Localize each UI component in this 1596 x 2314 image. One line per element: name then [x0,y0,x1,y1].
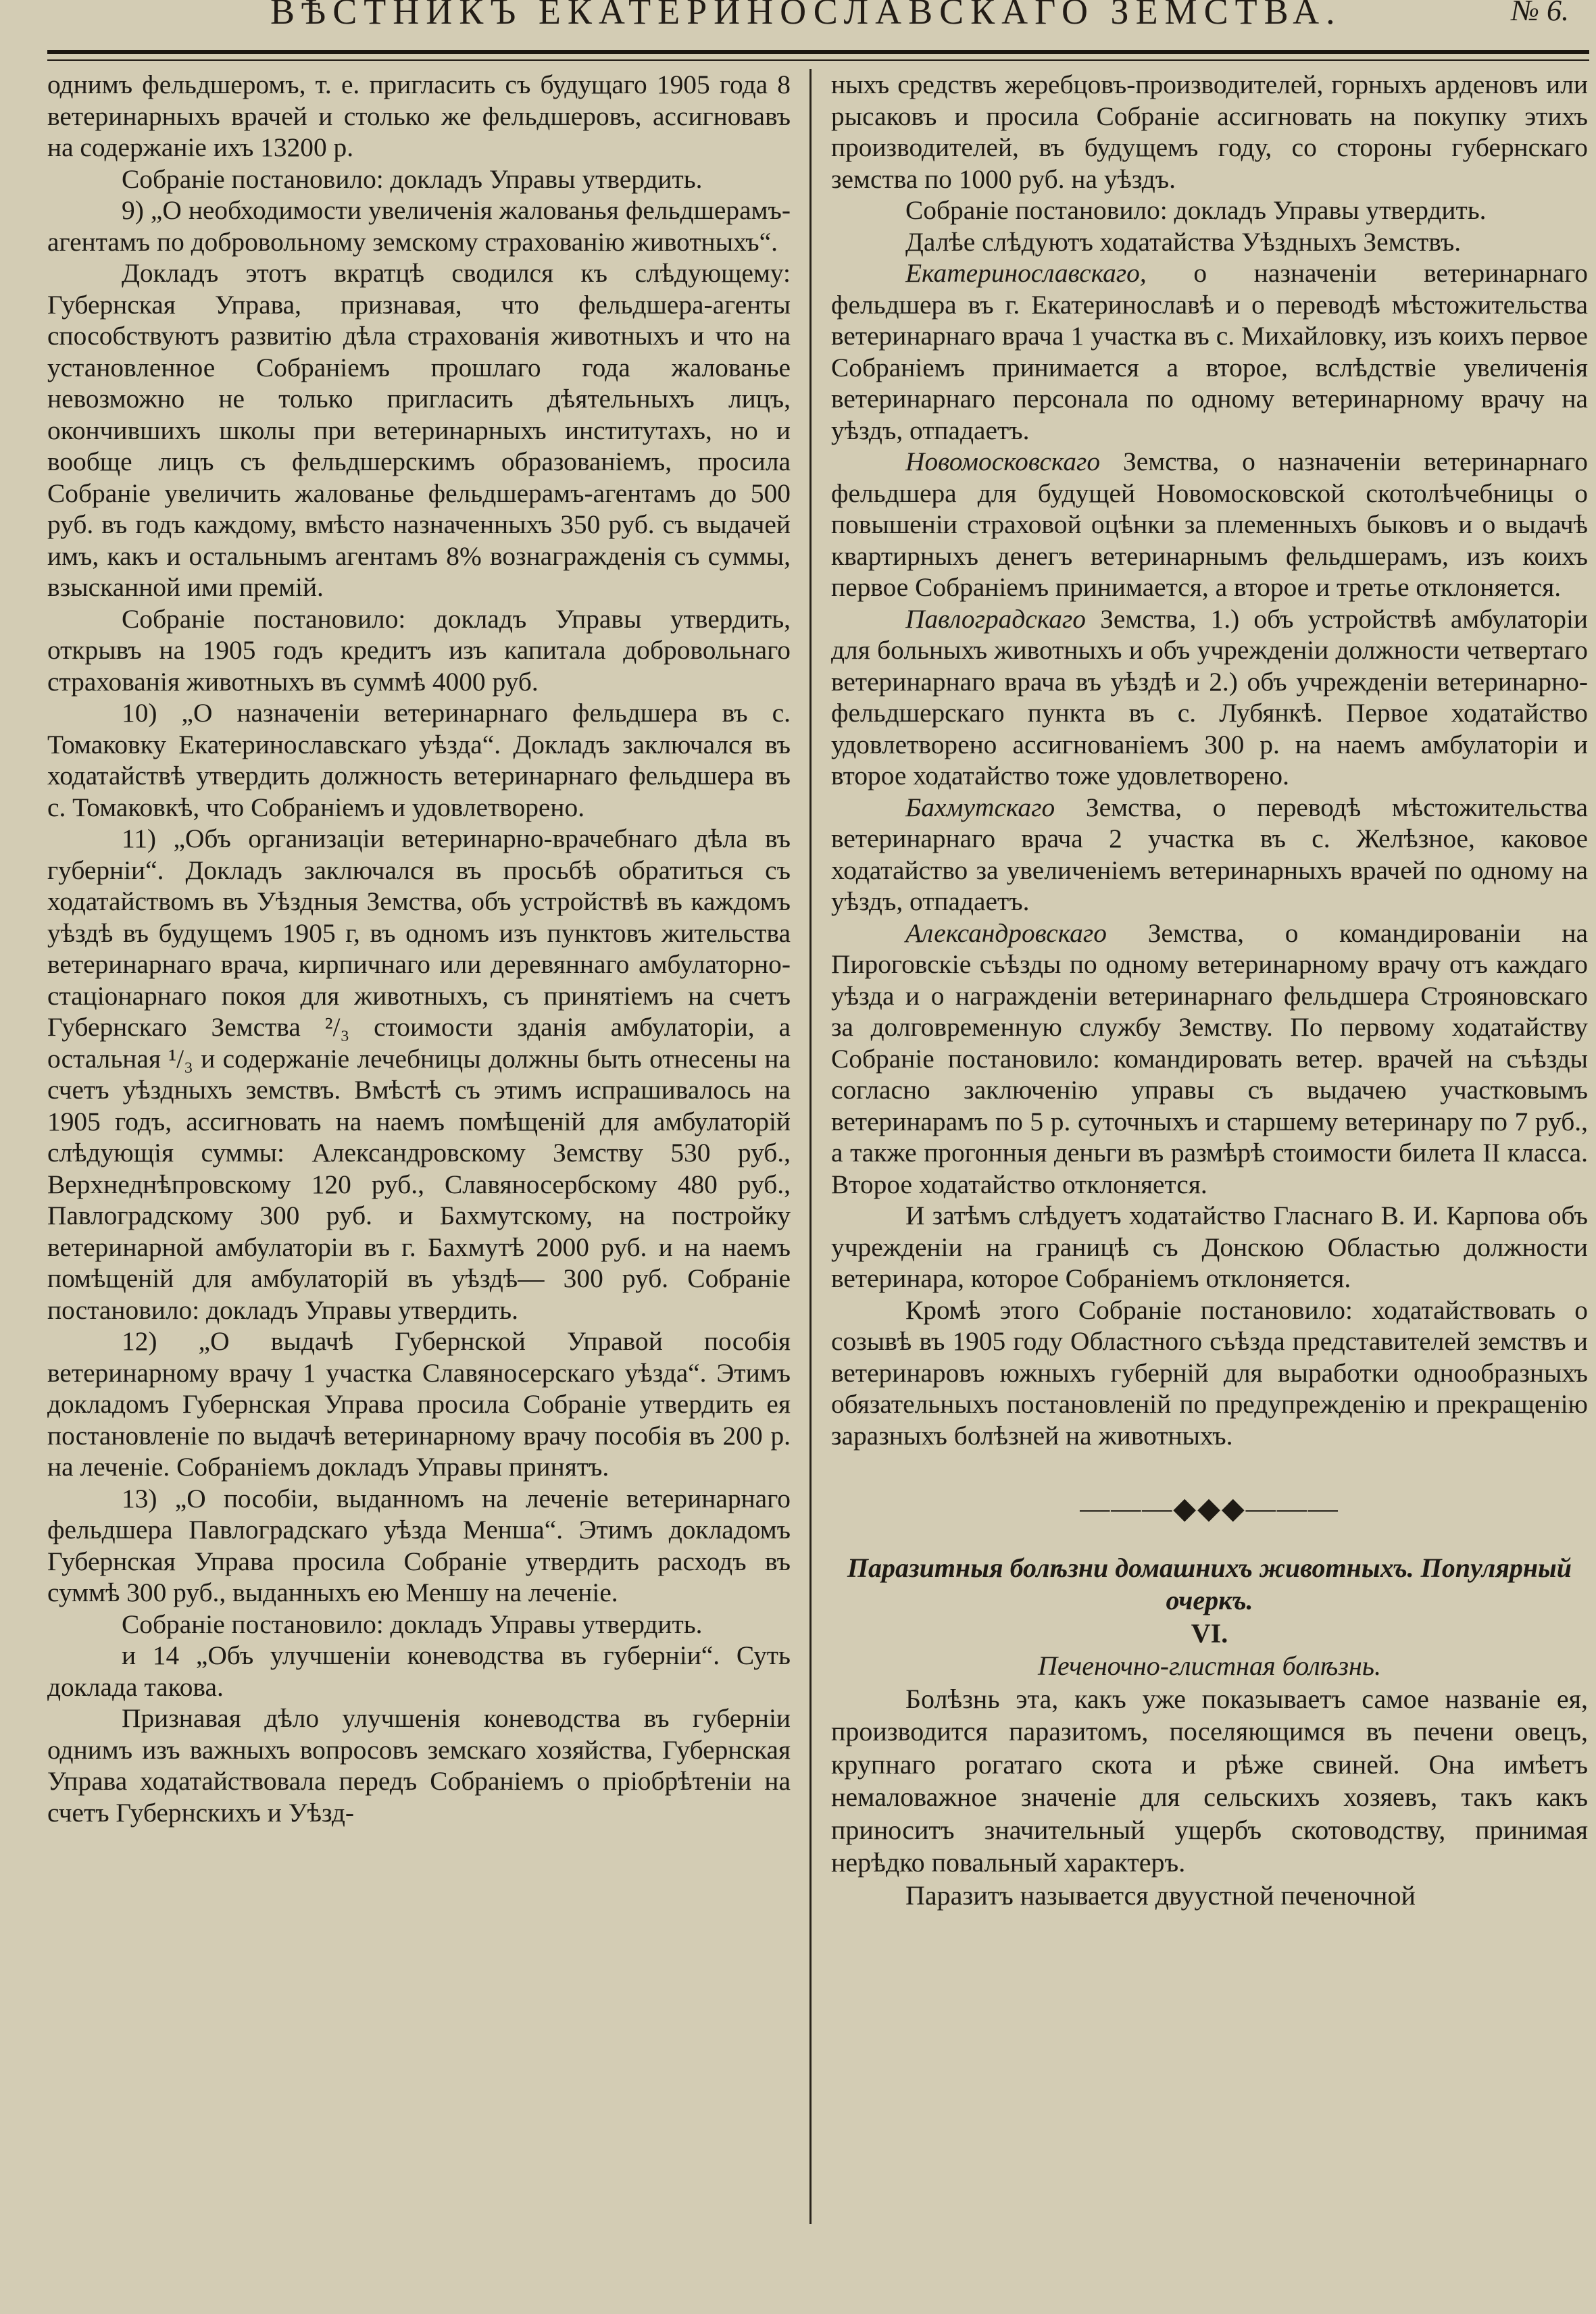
paragraph: Докладъ этотъ вкратцѣ сводился къ слѣдующему: Губернская Управа, признавая, что фельдшера-агенты способствуютъ развитію дѣла страхованія животныхъ и что на установленное Собраніемъ прошлаго года жалованье невозможно не только пригласить дѣятельныхъ лицъ, окончившихъ школы при ветеринарныхъ институтахъ, но и вообще лицъ съ фельдшерскимъ образованіемъ, просила Собраніе увеличить жалованье фельдшерамъ-агентамъ до 500 руб. въ годъ каждому, вмѣсто назначенныхъ 350 руб. съ выдачей имъ, какъ и остальнымъ агентамъ 8% вознагражденія съ суммы, взысканной ими премій. [47,258,791,602]
paragraph: 9) „О необходимости увеличенія жалованья фельдшерамъ-агентамъ по добровольному земскому страхованію животныхъ“. [47,195,791,257]
zemstvo-name: Александровскаго [905,917,1107,948]
paragraph-text: Земства, 1.) объ устройствѣ амбулаторіи для больныхъ животныхъ и объ учрежденіи должности четвертаго ветеринарнаго врача въ уѣздѣ и 2.) объ учрежденіи ветеринарно-фельдшерскаго пункта въ с. Лубянкѣ. Первое ходатайство удовлетворено ассигнованіемъ 300 р. на наемъ амбулаторіи и второе ходатайство тоже удовлетворено. [831,603,1588,790]
paragraph: 11) „Объ организаціи ветеринарно-врачебнаго дѣла въ губерніи“. Докладъ заключался въ просьбѣ обратиться съ ходатайствомъ въ Уѣздныя Земства, объ устройствѣ въ каждомъ уѣздѣ въ будущемъ 1905 г, въ одномъ изъ пунктовъ жительства ветеринарнаго врача, кирпичнаго или деревяннаго амбулаторно-стаціонарнаго покоя для животныхъ, съ принятіемъ на счетъ Губернскаго Земства ²/₃ стоимости зданія амбулаторіи, а остальная ¹/₃ и содержаніе лечебницы должны быть отнесены на счетъ уѣздныхъ земствъ. Вмѣстѣ съ этимъ испрашивалось на 1905 годъ, ассигновать на наемъ помѣщеній для амбулаторій слѣдующія суммы: Александровскому Земству 530 руб., Верхнеднѣпровскому 120 руб., Славяносербскому 480 руб., Павлоградскому 300 руб. и Бахмутскому, на постройку ветеринарной амбулаторіи въ г. Бахмутѣ 2000 руб. и на наемъ помѣщеній для амбулаторій въ уѣздѣ— 300 руб. Собраніе постановило: докладъ Управы утвердить. [47,824,791,1325]
paragraph-text: о назначеніи ветеринарнаго фельдшера въ г. Екатеринославѣ и о переводѣ мѣстожительства ветеринарнаго врача 1 участка въ с. Михайловку, изъ коихъ первое Собраніемъ принимается а второе, вслѣдствіе увеличенія ветеринарнаго персонала по одному ветеринарному врачу на уѣздъ, отпадаетъ. [831,258,1588,445]
paragraph: и 14 „Объ улучшеніи коневодства въ губерніи“. Суть доклада такова. [47,1640,791,1702]
column-divider [809,69,812,2224]
paragraph: однимъ фельдшеромъ, т. е. пригласить съ будущаго 1905 года 8 ветеринарныхъ врачей и столько же фельдшеровъ, ассигновавъ на содержаніе ихъ 13200 р. [47,70,791,162]
paragraph-text: Земства, о переводѣ мѣстожительства ветеринарнаго врача 2 участка въ с. Желѣзное, каковое ходатайство за увеличеніемъ ветеринарныхъ врачей по одному на уѣздъ, отпадаетъ. [831,792,1588,916]
paragraph [831,603,1588,792]
article-part-number: VI. [1191,1617,1228,1649]
page-header [0,0,1596,27]
left-column [47,69,791,1828]
paragraph: Кромѣ этого Собраніе постановило: ходатайствовать о созывѣ въ 1905 году Областного съѣзда представителей земствъ и ветеринаровъ южныхъ губерній для выработки однообразныхъ обязательныхъ постановленій по предупрежденію и прекращенію заразныхъ болѣзней на животныхъ. [831,1294,1588,1451]
paragraph: Болѣзнь эта, какъ уже показываетъ самое названіе ея, производится паразитомъ, поселяющимся въ печени овецъ, крупнаго рогатаго скота и рѣже свиней. Она имѣетъ немаловажное значеніе для сельскихъ хозяевъ, такъ какъ приноситъ значительный ущербъ скотоводству, принимая нерѣдко повальный характеръ. [831,1683,1588,1878]
journal-title: ВѢСТНИКЪ ЕКАТЕРИНОСЛАВСКАГО ЗЕМСТВА. [270,0,1342,27]
section-ornament: ———◆◆◆——— [1080,1492,1339,1525]
right-column [831,69,1588,1912]
paragraph: 12) „О выдачѣ Губернской Управой пособія ветеринарному врачу 1 участка Славяносерскаго уѣзда“. Этимъ докладомъ Губернская Управа просила Собраніе утвердить ея постановленіе по выдачѣ ветеринарному врачу пособія въ 200 р. на леченіе. Собраніемъ докладъ Управы принятъ. [47,1326,791,1482]
paragraph: Собраніе постановило: докладъ Управы утвердить. [122,1609,703,1639]
article-subtitle: Печеночно-глистная болѣзнь. [1038,1651,1381,1681]
header-rule [47,50,1589,54]
paragraph: 10) „О назначеніи ветеринарнаго фельдшера въ с. Томаковку Екатеринославскаго уѣзда“. Докладъ заключался въ ходатайствѣ утвердить должность ветеринарнаго фельдшера въ с. Томаковкѣ, что Собраніемъ и удовлетворено. [47,698,791,822]
paragraph: Признавая дѣло улучшенія коневодства въ губерніи однимъ изъ важныхъ вопросовъ земскаго хозяйства, Губернская Управа ходатайствовала передъ Собраніемъ о пріобрѣтеніи на счетъ Губернскихъ и Уѣзд- [47,1703,791,1828]
paragraph: 13) „О пособіи, выданномъ на леченіе ветеринарнаго фельдшера Павлоградскаго уѣзда Менша“. Этимъ докладомъ Губернская Управа просила Собраніе утвердить расходъ въ суммѣ 300 руб., выданныхъ ею Меншу на леченіе. [47,1483,791,1607]
paragraph [831,446,1588,603]
paragraph [831,917,1588,1201]
paragraph: ныхъ средствъ жеребцовъ-производителей, горныхъ арденовъ или рысаковъ и просила Собраніе ассигновать на покупку этихъ производителей, въ будущемъ году, со стороны губернскаго земства по 1000 руб. на уѣздъ. [831,70,1588,194]
article [831,1552,1588,1913]
paragraph [831,792,1588,917]
zemstvo-name: Павлоградскаго [905,603,1086,634]
paragraph: Собраніе постановило: докладъ Управы утвердить. [122,164,703,194]
paragraph [831,257,1588,446]
zemstvo-name: Екатеринославскаго, [905,258,1147,288]
header-rule-thin [47,59,1589,61]
paragraph: Далѣе слѣдуютъ ходатайства Уѣздныхъ Земствъ. [905,226,1462,257]
zemstvo-name: Новомосковскаго [905,447,1101,476]
paragraph-text: Земства, о командированіи на Пироговскіе съѣзды по одному ветеринарному врачу отъ каждаго уѣзда и о награжденіи ветеринарнаго фельдшера Строяновскаго за долговременную службу Земству. По первому ходатайству Собраніе постановило: командировать ветер. врачей на съѣзды согласно заключенію управы съ выдачею участковымъ ветеринарамъ по 5 р. суточныхъ и старшему ветеринару по 7 руб., а также прогонныя деньги въ размѣрѣ стоимости билета II класса. Второе ходатайство отклоняется. [831,917,1588,1199]
paragraph-text: Земства, о назначеніи ветеринарнаго фельдшера для будущей Новомосковской скотолѣчебницы о повышеніи страховой оцѣнки за племенныхъ быковъ и о выдачѣ квартирныхъ денегъ ветеринарнымъ фельдшерамъ, изъ коихъ первое Собраніемъ принимается, а второе и третье отклоняется. [831,447,1588,602]
paragraph: Собраніе постановило: докладъ Управы утвердить, открывъ на 1905 годъ кредитъ изъ капитала добровольнаго страхованія животныхъ въ суммѣ 4000 руб. [47,603,791,697]
page-number: № 6. [1511,0,1569,27]
zemstvo-name: Бахмутскаго [905,792,1055,822]
paragraph: Собраніе постановило: докладъ Управы утвердить. [905,195,1487,225]
paragraph: И затѣмъ слѣдуетъ ходатайство Гласнаго В. И. Карпова объ учрежденіи на границѣ съ Донскою Областью должности ветеринара, которое Собраніемъ отклоняется. [831,1201,1588,1293]
article-title: Паразитныя болѣзни домашнихъ животныхъ. Популярный очеркъ. [847,1552,1572,1615]
paragraph: Паразитъ называется двуустной печеночной [905,1880,1416,1911]
